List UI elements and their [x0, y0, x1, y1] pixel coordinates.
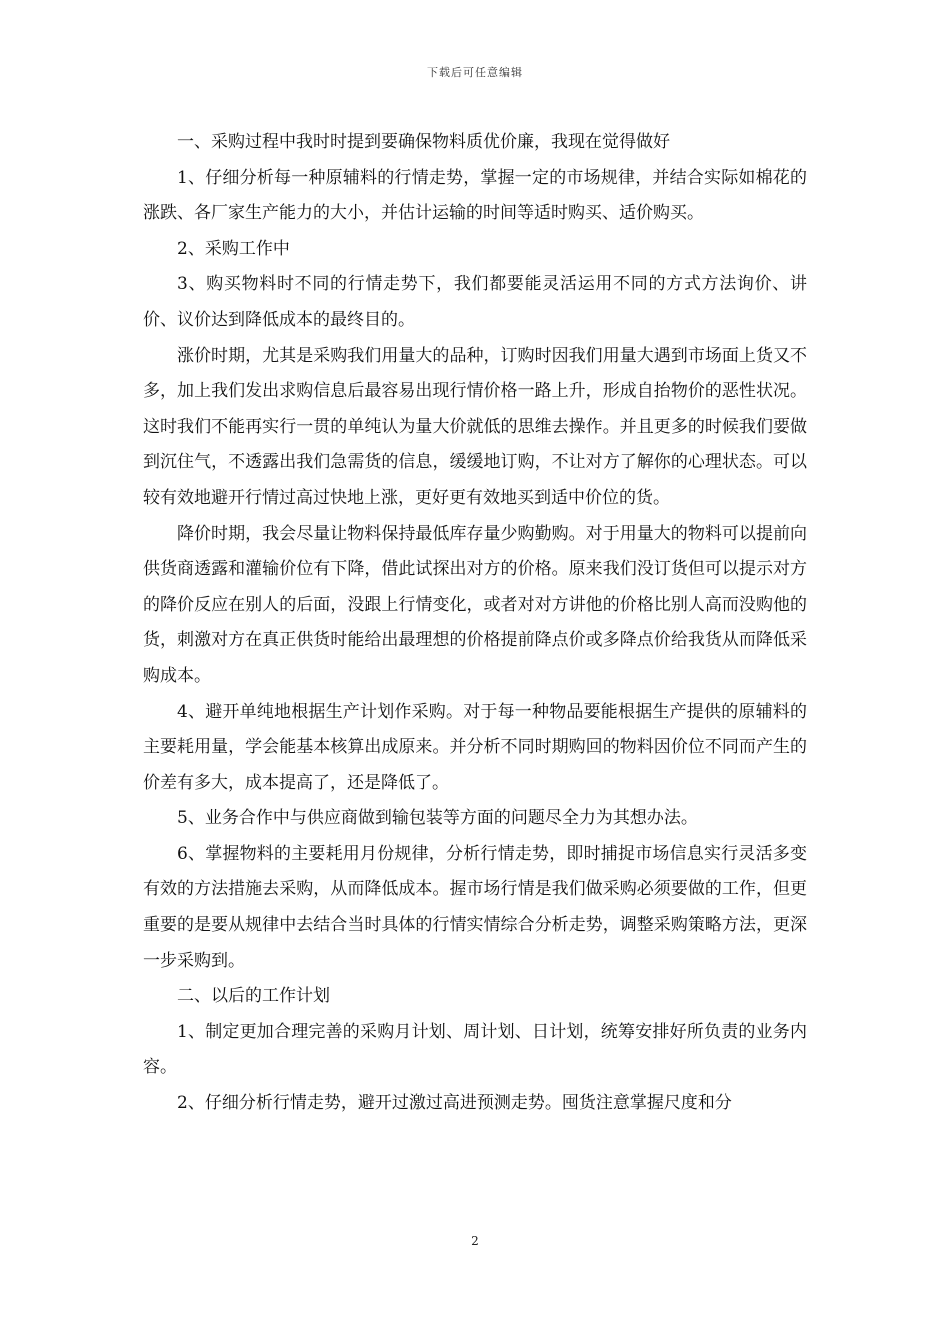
paragraph-section-two-heading: 二、以后的工作计划: [177, 986, 330, 1007]
paragraph-item-6: 6、掌握物料的主要耗用月份规律，分析行情走势，即时捕捉市场信息实行灵活多变有效的方法措施去采购，从而降低成本。握市场行情是我们做采购必须要做的工作，但更重要的是要从规律中去结合当时具体的行情实情综合分析走势，调整采购策略方法，更深一步采购到。: [143, 843, 807, 971]
document-body: [143, 125, 807, 1122]
paragraph-item-2: 2、采购工作中: [177, 238, 290, 259]
paragraph-item-5: 5、业务合作中与供应商做到输包装等方面的问题尽全力为其想办法。: [177, 808, 698, 829]
paragraph-plan-item-2: 2、仔细分析行情走势，避开过激过高进预测走势。囤货注意掌握尺度和分: [177, 1093, 732, 1114]
page-number: 2: [471, 1234, 479, 1248]
paragraph-item-4: 4、避开单纯地根据生产计划作采购。对于每一种物品要能根据生产提供的原辅料的主要耗用量，学会能基本核算出成原来。并分析不同时期购回的物料因价位不同而产生的价差有多大，成本提高了，还是降低了。: [143, 701, 807, 793]
page-header-note: 下载后可任意编辑: [427, 66, 523, 79]
paragraph-plan-item-1: 1、制定更加合理完善的采购月计划、周计划、日计划，统筹安排好所负责的业务内容。: [143, 1021, 807, 1078]
paragraph-section-one-heading: 一、采购过程中我时时提到要确保物料质优价廉，我现在觉得做好: [177, 132, 670, 152]
paragraph-item-1: 1、仔细分析每一种原辅料的行情走势，掌握一定的市场规律，并结合实际如棉花的涨跌、各厂家生产能力的大小，并估计运输的时间等适时购买、适价购买。: [143, 167, 807, 224]
paragraph-price-rise: 涨价时期，尤其是采购我们用量大的品种，订购时因我们用量大遇到市场面上货又不多，加上我们发出求购信息后最容易出现行情价格一路上升，形成自抬物价的恶性状况。这时我们不能再实行一贯的单纯认为量大价就低的思维去操作。并且更多的时候我们要做到沉住气，不透露出我们急需货的信息，缓缓地订购，不让对方了解你的心理状态。可以较有效地避开行情过高过快地上涨，更好更有效地买到适中价位的货。: [143, 345, 807, 508]
paragraph-item-3: 3、购买物料时不同的行情走势下，我们都要能灵活运用不同的方式方法询价、讲价、议价达到降低成本的最终目的。: [143, 274, 807, 330]
paragraph-price-drop: 降价时期，我会尽量让物料保持最低库存量少购勤购。对于用量大的物料可以提前向供货商透露和灌输价位有下降，借此试探出对方的价格。原来我们没订货但可以提示对方的降价反应在别人的后面，没跟上行情变化，或者对对方讲他的价格比别人高而没购他的货，刺激对方在真正供货时能给出最理想的价格提前降点价或多降点价给我货从而降低采购成本。: [143, 523, 807, 686]
